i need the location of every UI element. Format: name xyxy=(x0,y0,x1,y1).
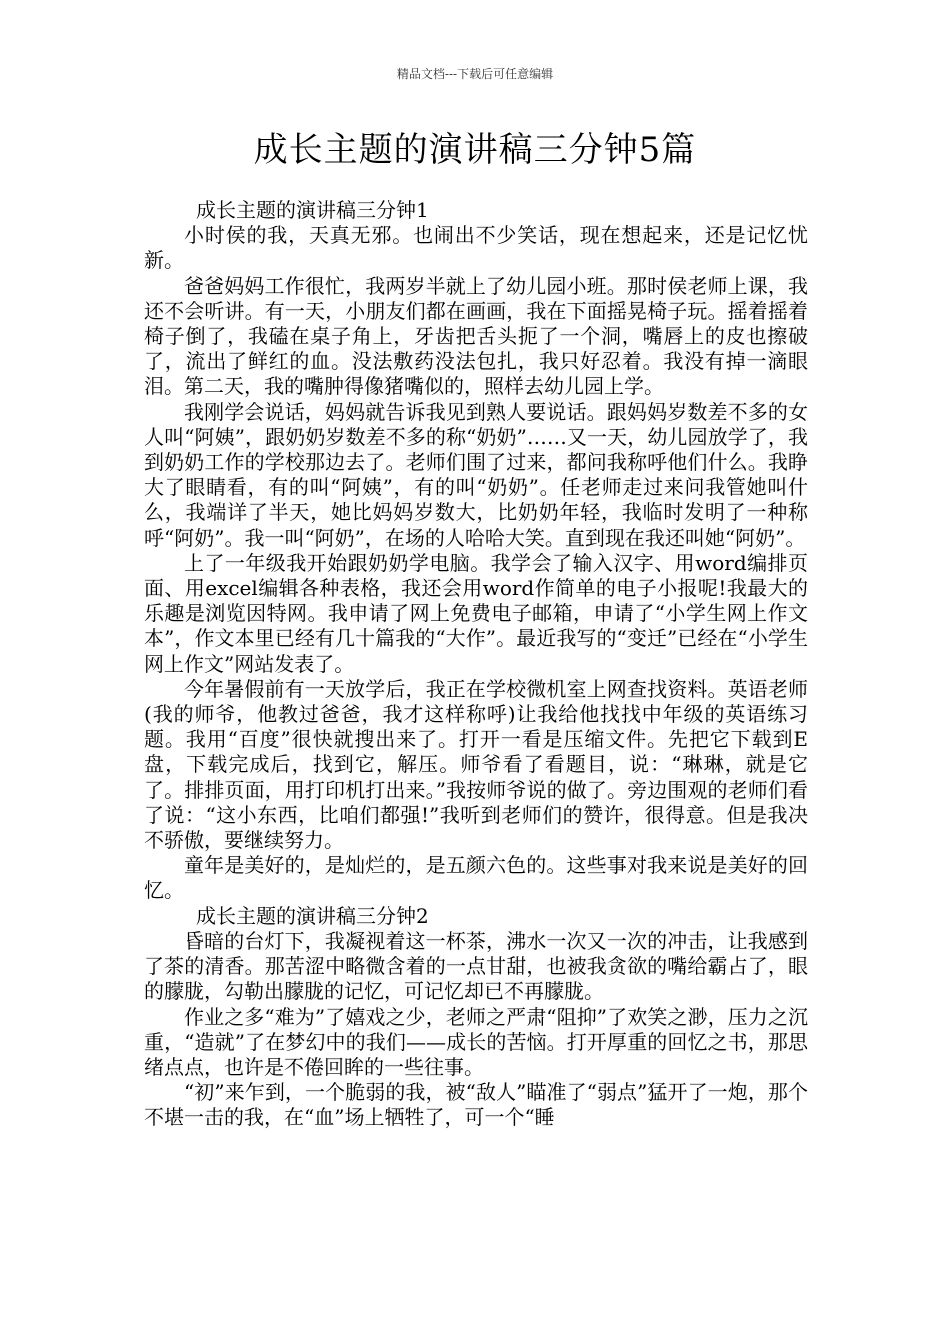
paragraph: 今年暑假前有一天放学后，我正在学校微机室上网查找资料。英语老师(我的师爷，他教过爸爸，我才这样称呼)让我给他找找中年级的英语练习题。我用“百度”很快就搜出来了。打开一看是压缩文件。先把它下载到E盘，下载完成后，找到它，解压。师爷看了看题目，说：“琳琳，就是它了。排排页面，用打印机打出来。”我按师爷说的做了。旁边围观的老师们看了说：“这小东西，比咱们都强!”我听到老师们的赞许，很得意。但是我决不骄傲，要继续努力。 xyxy=(144,676,808,853)
document-title: 成长主题的演讲稿三分钟5篇 xyxy=(253,130,697,170)
paragraph: 爸爸妈妈工作很忙，我两岁半就上了幼儿园小班。那时侯老师上课，我还不会听讲。有一天，小朋友们都在画画，我在下面摇晃椅子玩。摇着摇着椅子倒了，我磕在桌子角上，牙齿把舌头扼了一个洞，嘴唇上的皮也擦破了，流出了鲜红的血。没法敷药没法包扎，我只好忍着。我没有掉一滴眼泪。第二天，我的嘴肿得像猪嘴似的，照样去幼儿园上学。 xyxy=(144,273,808,399)
section-heading-2: 成长主题的演讲稿三分钟2 xyxy=(196,903,429,928)
paragraph: 我刚学会说话，妈妈就告诉我见到熟人要说话。跟妈妈岁数差不多的女人叫“阿姨”，跟奶奶岁数差不多的称“奶奶”……又一天，幼儿园放学了，我到奶奶工作的学校那边去了。老师们围了过来，都问我称呼他们什么。我睁大了眼睛看，有的叫“阿姨”，有的叫“奶奶”。任老师走过来问我管她叫什么，我端详了半天，她比妈妈岁数大，比奶奶年轻，我临时发明了一种称呼“阿奶”。我一叫“阿奶”，在场的人哈哈大笑。直到现在我还叫她“阿奶”。 xyxy=(144,399,808,550)
header-note: 精品文档---下载后可任意编辑 xyxy=(396,67,554,81)
document-body xyxy=(144,198,808,1131)
paragraph: “初”来乍到，一个脆弱的我，被“敌人”瞄准了“弱点”猛开了一炮，那个不堪一击的我，在“血”场上牺牲了，可一个“睡 xyxy=(144,1080,808,1130)
section-heading-1: 成长主题的演讲稿三分钟1 xyxy=(196,198,429,222)
paragraph: 上了一年级我开始跟奶奶学电脑。我学会了输入汉字、用word编排页面、用excel编辑各种表格，我还会用word作简单的电子小报呢!我最大的乐趣是浏览因特网。我申请了网上免费电子邮箱，申请了“小学生网上作文本”，作文本里已经有几十篇我的“大作”。最近我写的“变迁”已经在“小学生网上作文”网站发表了。 xyxy=(144,550,808,676)
paragraph: 作业之多“难为”了嬉戏之少，老师之严肃“阻抑”了欢笑之渺，压力之沉重，“造就”了在梦幻中的我们——成长的苦恼。打开厚重的回忆之书，那思绪点点，也许是不倦回眸的一些往事。 xyxy=(144,1004,808,1079)
paragraph: 小时侯的我，天真无邪。也闹出不少笑话，现在想起来，还是记忆忧新。 xyxy=(144,223,808,273)
paragraph: 童年是美好的，是灿烂的，是五颜六色的。这些事对我来说是美好的回忆。 xyxy=(144,853,808,903)
paragraph: 昏暗的台灯下，我凝视着这一杯茶，沸水一次又一次的冲击，让我感到了茶的清香。那苦涩中略微含着的一点甘甜，也被我贪欲的嘴给霸占了，眼的朦胧，勾勒出朦胧的记忆，可记忆却已不再朦胧。 xyxy=(144,928,808,1004)
